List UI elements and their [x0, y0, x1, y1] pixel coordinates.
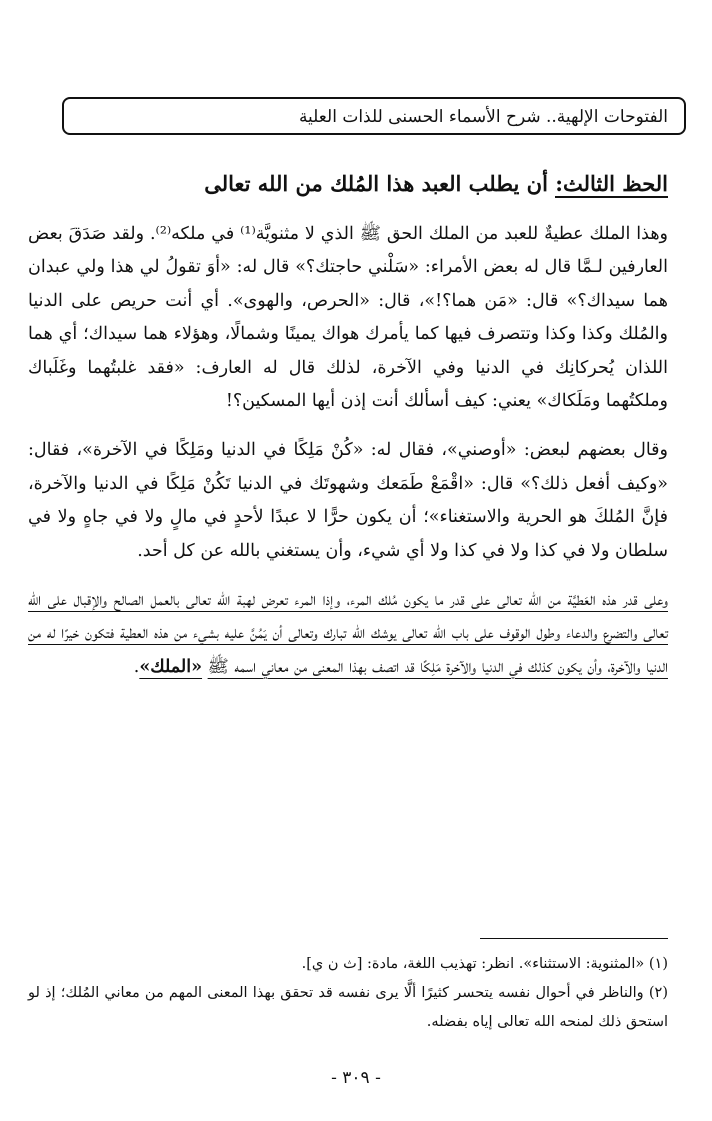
paragraph-1: وهذا الملك عطيةٌ للعبد من الملك الحق ﷺ الذي لا مثنويَّة⁽¹⁾ في ملكه⁽²⁾. ولقد صَدَقَ بعض العارفين لـمَّا قال له بعض الأمراء: «سَلْني حاجتك؟» قال له: «أوَ تقولُ لي هذا ولي عبدان هما سيداك؟» قال: «مَن هما؟!»، قال: «الحرص، والهوى». أي أنت حريص على الدنيا والمُلك وكذا وكذا وتتصرف فيها كما يأمرك هواك يمينًا وشمالًا، وهؤلاء هما سيداك؛ أي هما اللذان يُحركانِك في الدنيا وفي الآخرة، لذلك قال له العارف: «فقد غلبتُهما وغَلَباك وملكتُهما ومَلَكاك» يعني: كيف أسألك أنت إذن أيها المسكين؟!	[28, 224, 669, 412]
footnote-divider	[480, 938, 668, 939]
main-text	[28, 218, 668, 684]
paragraph-end: .	[133, 656, 140, 677]
footnotes	[28, 950, 668, 1037]
divine-name: «الملك»	[139, 656, 203, 677]
paragraph-2: وقال بعضهم لبعض: «أوصني»، فقال له: «كُنْ مَلِكًا في الدنيا ومَلِكًا في الآخرة»، فقال: «وكيف أفعل ذلك؟» قال: «اقْمَعْ طَمَعك وشهوتَك في الدنيا تَكُنْ مَلِكًا في الدنيا والآخرة، فإنَّ المُلكَ هو الحرية والاستغناء»؛ أن يكون حرًّا لا عبدًا لأحدٍ في مالٍ ولا في جاهٍ ولا في سلطان ولا في كذا ولا في كذا ولا أي شيء، وأن يستغني بالله عن كل أحد.	[28, 440, 668, 561]
footnote-1: (١) «المثنوية: الاستثناء». انظر: تهذيب اللغة، مادة: [ث ن ي].	[301, 956, 668, 972]
running-header-title: الفتوحات الإلهية.. شرح الأسماء الحسنى للذات العلية	[298, 107, 668, 127]
section-title-text: أن يطلب العبد هذا المُلك من الله تعالى	[204, 171, 548, 196]
footnote-2: (٢) والناظر في أحوال نفسه يتحسر كثيرًا ألَّا يرى نفسه قد تحقق بهذا المعنى المهم من معاني المُلك؛ إذ لو استحق ذلك لمنحه الله تعالى إياه بفضله.	[28, 985, 668, 1030]
section-title	[68, 166, 668, 202]
running-header	[62, 97, 686, 135]
underlined-text: وعلى قدر هذه العَطيَّة من الله تعالى على قدر ما يكون مُلك المرء، وإذا المرء تعرض لهبة الله تعالى بالعمل الصالح والإقبال على الله تعالى والتضرع والدعاء وطول الوقوف على باب الله تعالى يوشك الله تبارك وتعالى أن يَمُنَّ عليه بشيء من هذه العطية فتكون خيرًا له من الدنيا والآخرة، وأن يكون كذلك في الدنيا والآخرة مَلِكًا قد اتصف بهذا المعنى من معاني اسمه ﷺ	[28, 590, 668, 677]
paragraph-underlined	[28, 584, 668, 684]
page-number: - ٣٠٩ -	[331, 1068, 381, 1088]
section-title-lead: الحظ الثالث:	[555, 171, 668, 196]
